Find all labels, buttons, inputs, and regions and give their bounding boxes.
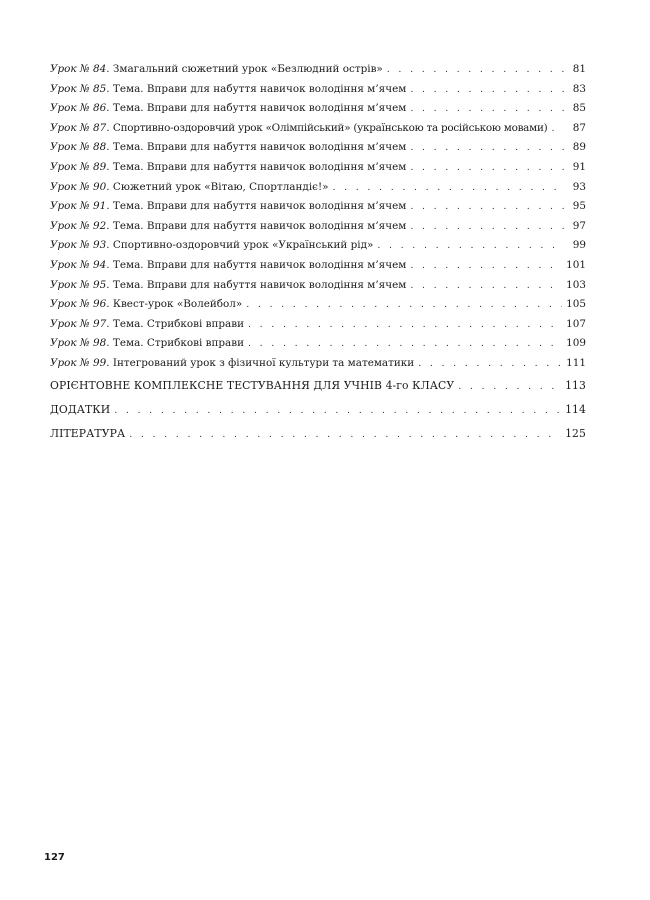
lesson-number: Урок № 90. xyxy=(50,180,110,193)
page-ref: 87 xyxy=(572,121,586,134)
toc-entry-lesson-90 xyxy=(50,178,586,198)
page-ref: 89 xyxy=(572,141,586,154)
page-ref: 111 xyxy=(566,356,586,369)
lesson-title: Сюжетний урок «Вітаю, Спортландіє!» xyxy=(112,180,329,193)
lesson-number: Урок № 93. xyxy=(50,239,110,252)
dot-leader xyxy=(551,120,564,139)
dot-leader xyxy=(418,355,562,374)
lesson-number: Урок № 86. xyxy=(50,102,110,115)
dot-leader xyxy=(114,399,561,422)
toc-entry-lesson-91 xyxy=(50,197,586,217)
dot-leader xyxy=(410,81,564,100)
lesson-title: Тема. Вправи для набуття навичок володіння м’ячем xyxy=(112,219,407,232)
page-ref: 114 xyxy=(565,402,586,416)
page-ref: 103 xyxy=(566,278,586,291)
page-ref: 113 xyxy=(565,378,586,392)
lesson-number: Урок № 85. xyxy=(50,82,110,95)
dot-leader xyxy=(333,179,565,198)
toc-entry-literature xyxy=(50,422,586,446)
toc-entry-lesson-86 xyxy=(50,99,586,119)
page-ref: 91 xyxy=(572,160,586,173)
dot-leader xyxy=(410,198,564,217)
toc-entry-lesson-97 xyxy=(50,315,586,335)
toc-entry-lesson-94 xyxy=(50,256,586,276)
toc-entry-lesson-96 xyxy=(50,295,586,315)
dot-leader xyxy=(248,316,562,335)
toc-entry-testing xyxy=(50,374,586,398)
dot-leader xyxy=(129,423,561,446)
toc-entry-lesson-92 xyxy=(50,217,586,237)
page-ref: 97 xyxy=(572,219,586,232)
toc-entry-lesson-93 xyxy=(50,236,586,256)
page-ref: 107 xyxy=(566,317,586,330)
dot-leader xyxy=(410,257,562,276)
dot-leader xyxy=(410,218,564,237)
dot-leader xyxy=(410,139,564,158)
lesson-number: Урок № 94. xyxy=(50,258,110,271)
lesson-title: Тема. Стрибкові вправи xyxy=(112,317,245,330)
lesson-title: Тема. Вправи для набуття навичок володіння м’ячем xyxy=(112,258,407,271)
lesson-number: Урок № 87. xyxy=(50,121,110,134)
toc-entry-lesson-95 xyxy=(50,276,586,296)
lesson-title: Тема. Вправи для набуття навичок володіння м’ячем xyxy=(112,200,407,213)
lesson-number: Урок № 92. xyxy=(50,219,110,232)
page-ref: 105 xyxy=(566,298,586,311)
dot-leader xyxy=(387,61,564,80)
toc-entry-lesson-88 xyxy=(50,138,586,158)
lesson-number: Урок № 96. xyxy=(50,298,110,311)
dot-leader xyxy=(248,335,562,354)
toc-entry-lesson-98 xyxy=(50,334,586,354)
toc-entry-lesson-87 xyxy=(50,119,586,139)
lesson-title: Тема. Вправи для набуття навичок володіння м’ячем xyxy=(112,102,407,115)
lesson-number: Урок № 88. xyxy=(50,141,110,154)
lesson-title: Змагальний сюжетний урок «Безлюдний острів» xyxy=(112,63,383,75)
dot-leader xyxy=(410,277,562,296)
lesson-number: Урок № 91. xyxy=(50,200,110,213)
section-title: ОРІЄНТОВНЕ КОМПЛЕКСНЕ ТЕСТУВАННЯ ДЛЯ УЧНІВ 4-го КЛАСУ xyxy=(50,378,455,392)
lesson-title: Тема. Вправи для набуття навичок володіння м’ячем xyxy=(112,141,407,154)
table-of-contents xyxy=(50,60,586,446)
lesson-number: Урок № 98. xyxy=(50,337,110,350)
page-ref: 83 xyxy=(572,82,586,95)
lesson-title: Тема. Вправи для набуття навичок володіння м’ячем xyxy=(112,278,407,291)
page-ref: 81 xyxy=(572,63,586,75)
toc-entry-lesson-84 xyxy=(50,60,586,80)
page-ref: 85 xyxy=(572,102,586,115)
lesson-title: Інтегрований урок з фізичної культури та математики xyxy=(112,356,415,369)
page-ref: 101 xyxy=(566,258,586,271)
lesson-number: Урок № 99. xyxy=(50,356,110,369)
lesson-number: Урок № 84. xyxy=(50,63,110,75)
dot-leader xyxy=(410,100,564,119)
page-number: 127 xyxy=(44,852,65,863)
page-ref: 125 xyxy=(565,426,586,440)
dot-leader xyxy=(246,296,562,315)
dot-leader xyxy=(458,375,561,398)
page-ref: 93 xyxy=(572,180,586,193)
toc-entry-lesson-85 xyxy=(50,80,586,100)
page-ref: 109 xyxy=(566,337,586,350)
lesson-title: Тема. Стрибкові вправи xyxy=(112,337,245,350)
lesson-number: Урок № 95. xyxy=(50,278,110,291)
lesson-number: Урок № 97. xyxy=(50,317,110,330)
dot-leader xyxy=(377,237,564,256)
section-title: ЛІТЕРАТУРА xyxy=(50,426,126,440)
toc-entry-lesson-89 xyxy=(50,158,586,178)
page-ref: 95 xyxy=(572,200,586,213)
section-title: ДОДАТКИ xyxy=(50,402,111,416)
lesson-title: Тема. Вправи для набуття навичок володіння м’ячем xyxy=(112,160,407,173)
dot-leader xyxy=(410,159,564,178)
toc-entry-appendices xyxy=(50,398,586,422)
page-ref: 99 xyxy=(572,239,586,252)
lesson-title: Тема. Вправи для набуття навичок володіння м’ячем xyxy=(112,82,407,95)
lesson-title: Спортивно-оздоровчий урок «Український рід» xyxy=(112,239,374,252)
lesson-title: Спортивно-оздоровчий урок «Олімпійський» (українською та російською мовами) xyxy=(112,121,548,134)
lesson-number: Урок № 89. xyxy=(50,160,110,173)
lesson-title: Квест-урок «Волейбол» xyxy=(112,298,243,311)
toc-entry-lesson-99 xyxy=(50,354,586,374)
